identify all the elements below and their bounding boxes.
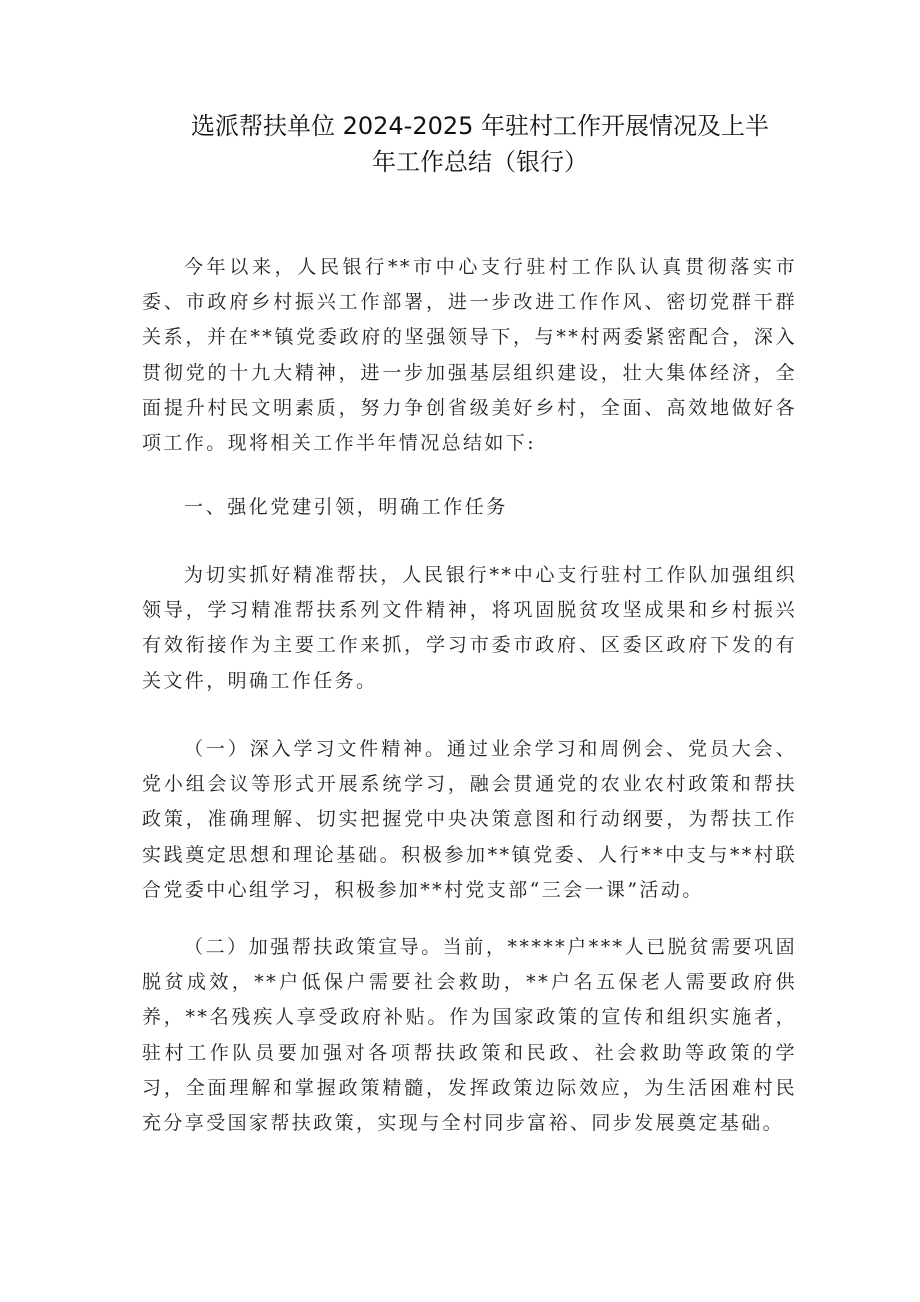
section-1-heading: 一、强化党建引领，明确工作任务 [184, 496, 509, 518]
title-line-2: 年工作总结（银行） [372, 148, 588, 176]
section-1-paragraph: 为切实抓好精准帮扶，人民银行**中心支行驻村工作队加强组织领导，学习精准帮扶系列文件精神，将巩固脱贫攻坚成果和乡村振兴有效衔接作为主要工作来抓，学习市委市政府、区委区政府下发的有关文件，明确工作任务。 [142, 564, 797, 692]
intro-paragraph: 今年以来，人民银行**市中心支行驻村工作队认真贯彻落实市委、市政府乡村振兴工作部署，进一步改进工作作风、密切党群干群关系，并在**镇党委政府的坚强领导下，与**村两委紧密配合，深入贯彻党的十九大精神，进一步加强基层组织建设，壮大集体经济，全面提升村民文明素质，努力争创省级美好乡村，全面、高效地做好各项工作。现将相关工作半年情况总结如下: [142, 256, 797, 455]
title-line-1: 选派帮扶单位 2024-2025 年驻村工作开展情况及上半 [190, 112, 770, 140]
subsection-1-paragraph: （一）深入学习文件精神。通过业余学习和周例会、党员大会、党小组会议等形式开展系统学习，融会贯通党的农业农村政策和帮扶政策，准确理解、切实把握党中央决策意图和行动纲要，为帮扶工作实践奠定思想和理论基础。积极参加**镇党委、人行**中支与**村联合党委中心组学习，积极参加**村党支部“三会一课”活动。 [142, 738, 797, 901]
subsection-2-paragraph: （二）加强帮扶政策宣导。当前，*****户***人已脱贫需要巩固脱贫成效，**户低保户需要社会救助，**户名五保老人需要政府供养，**名残疾人享受政府补贴。作为国家政策的宣传和组织实施者，驻村工作队员要加强对各项帮扶政策和民政、社会救助等政策的学习，全面理解和掌握政策精髓，发挥政策边际效应，为生活困难村民充分享受国家帮扶政策，实现与全村同步富裕、同步发展奠定基础。 [142, 936, 797, 1135]
document-title [150, 108, 810, 180]
